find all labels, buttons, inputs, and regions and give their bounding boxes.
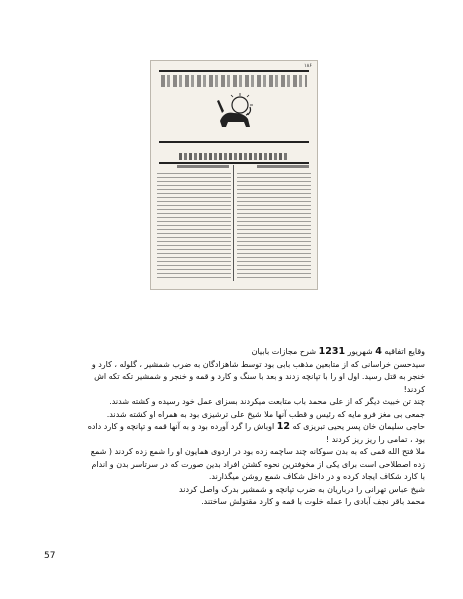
text-line: زده اصطلاحی است برای یکی از مخوفترین نحوه کشتن افراد بدین صورت که در سرتاسر بدن و اندام: [91, 459, 425, 469]
text-line: محمد باقر نجف آبادی را عمله خلوت با قمه و کارد مقتولش ساختند.: [201, 497, 425, 506]
text-line: سیدحسن خراسانی که از متابعین مذهب بابی بود توسط شاهزادگان به ضرب شمشیر ، گلوله ، کارد و: [91, 359, 425, 369]
page-number: 57: [44, 551, 56, 561]
text-line: وقایع اتفاقیه 4 شهریور 1231 شرح مجازات بابیان: [251, 346, 425, 357]
persian-text-block: [40, 346, 425, 509]
newspaper-title: [179, 153, 289, 160]
text-line: چند تن خبیث دیگر که از علی محمد باب متابعت میکردند بسزای عمل خود رسیده و کشته شدند.: [109, 397, 425, 406]
text-line: شیخ عباس تهرانی را درباریان به ضرب تپانچه و شمشیر بدرک واصل کردند: [179, 484, 425, 494]
text-line: با کارد شکاف ایجاد کرده و در داخل شکاف شمع روشن میگذارند.: [208, 472, 425, 481]
masthead-bottom-rule: [159, 141, 309, 143]
text-line: کردند!: [403, 384, 425, 394]
newspaper-scan-image: [150, 60, 318, 290]
masthead-script: [161, 75, 307, 87]
text-line: بود ، تمامی را ریز ریز کردند !: [325, 434, 425, 444]
right-column: [237, 165, 311, 281]
column-divider: [233, 165, 234, 281]
text-line: خنجر به قتل رسید. اول او را با تپانچه زدند و بعد با سنگ و کارد و قمه و خنجر و شمشیر تکه تکه اش: [94, 372, 425, 381]
text-line: ملا فتح الله قمی که به بدن سوکانه چند ساچمه زده بود در اردوی همایون او را شمع زده کردند ( شمع: [90, 447, 425, 456]
title-rule: [159, 162, 309, 164]
masthead-top-rule: [159, 70, 309, 72]
left-column: [157, 165, 231, 281]
scan-page-number: ۱۸۶: [303, 63, 312, 69]
lion-and-sun-emblem-icon: [214, 91, 256, 133]
text-line: جمعی بی مغز فرو مایه که رئیس و قطب آنها ملا شیخ علی ترشیزی بود به همراه او کشته شدند.: [106, 409, 425, 419]
text-line: حاجی سلیمان خان پسر یحیی تبریزی که 12 اوباش را گرد آورده بود و به آنها قمه و تپانچه و کارد داده: [87, 421, 425, 432]
